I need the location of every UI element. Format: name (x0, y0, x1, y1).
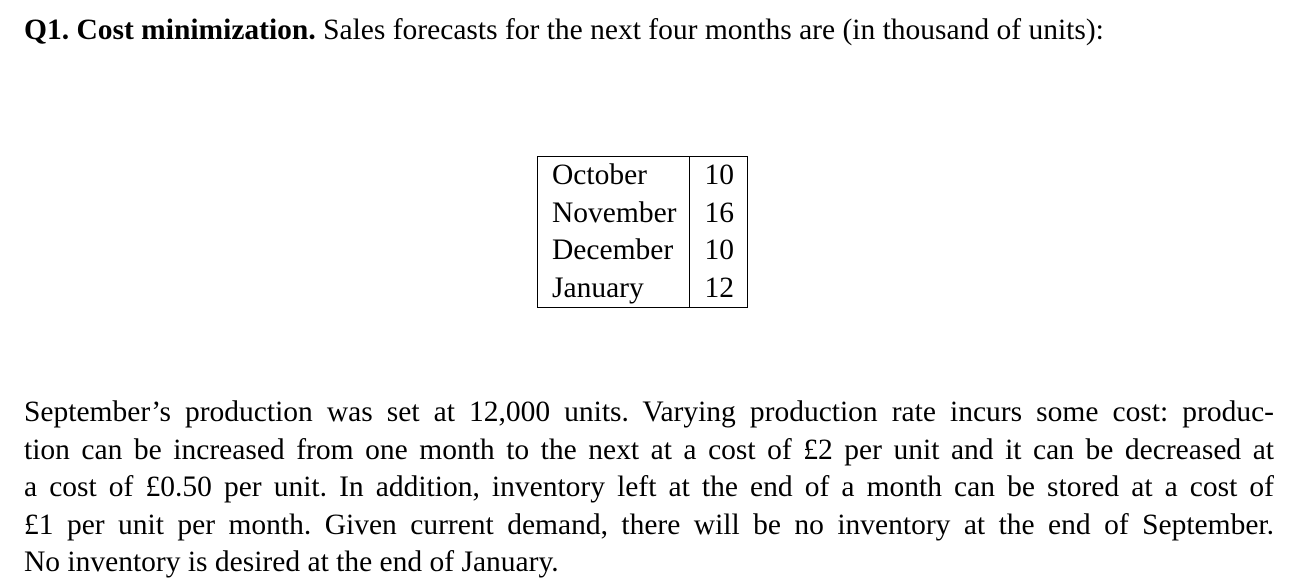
month-cell: January (538, 270, 690, 308)
month-cell: November (538, 195, 690, 233)
question-intro: Sales forecasts for the next four months are (in thousand of units): (315, 14, 1104, 46)
value-cell: 10 (704, 159, 735, 192)
paragraph-line: a cost of £0.50 per unit. In addition, inventory left at the end of a month can be stored at a cost of (24, 471, 1274, 503)
month-cell: October (538, 157, 690, 195)
month-cell: December (538, 232, 690, 270)
paragraph-line: September’s production was set at 12,000 units. Varying production rate incurs some cost: produc- (24, 396, 1274, 428)
paragraph-line: £1 per unit per month. Given current demand, there will be no inventory at the end of September. (24, 508, 1274, 541)
sales-forecast-table-container (537, 156, 748, 308)
paragraph-line: No inventory is desired at the end of January. (24, 546, 559, 578)
value-cell: 12 (704, 271, 735, 304)
value-cell: 10 (704, 234, 735, 267)
value-cell: 16 (704, 196, 735, 229)
table-row (538, 195, 748, 233)
table-row (538, 157, 748, 195)
question-title: Q1. Cost minimization. (24, 14, 316, 46)
problem-description (24, 394, 1274, 582)
table-row (538, 232, 748, 270)
question-heading (24, 10, 1104, 50)
table-row (538, 270, 748, 308)
paragraph-line: tion can be increased from one month to the next at a cost of £2 per unit and it can be decreased at (24, 433, 1274, 466)
sales-forecast-table (537, 156, 748, 308)
